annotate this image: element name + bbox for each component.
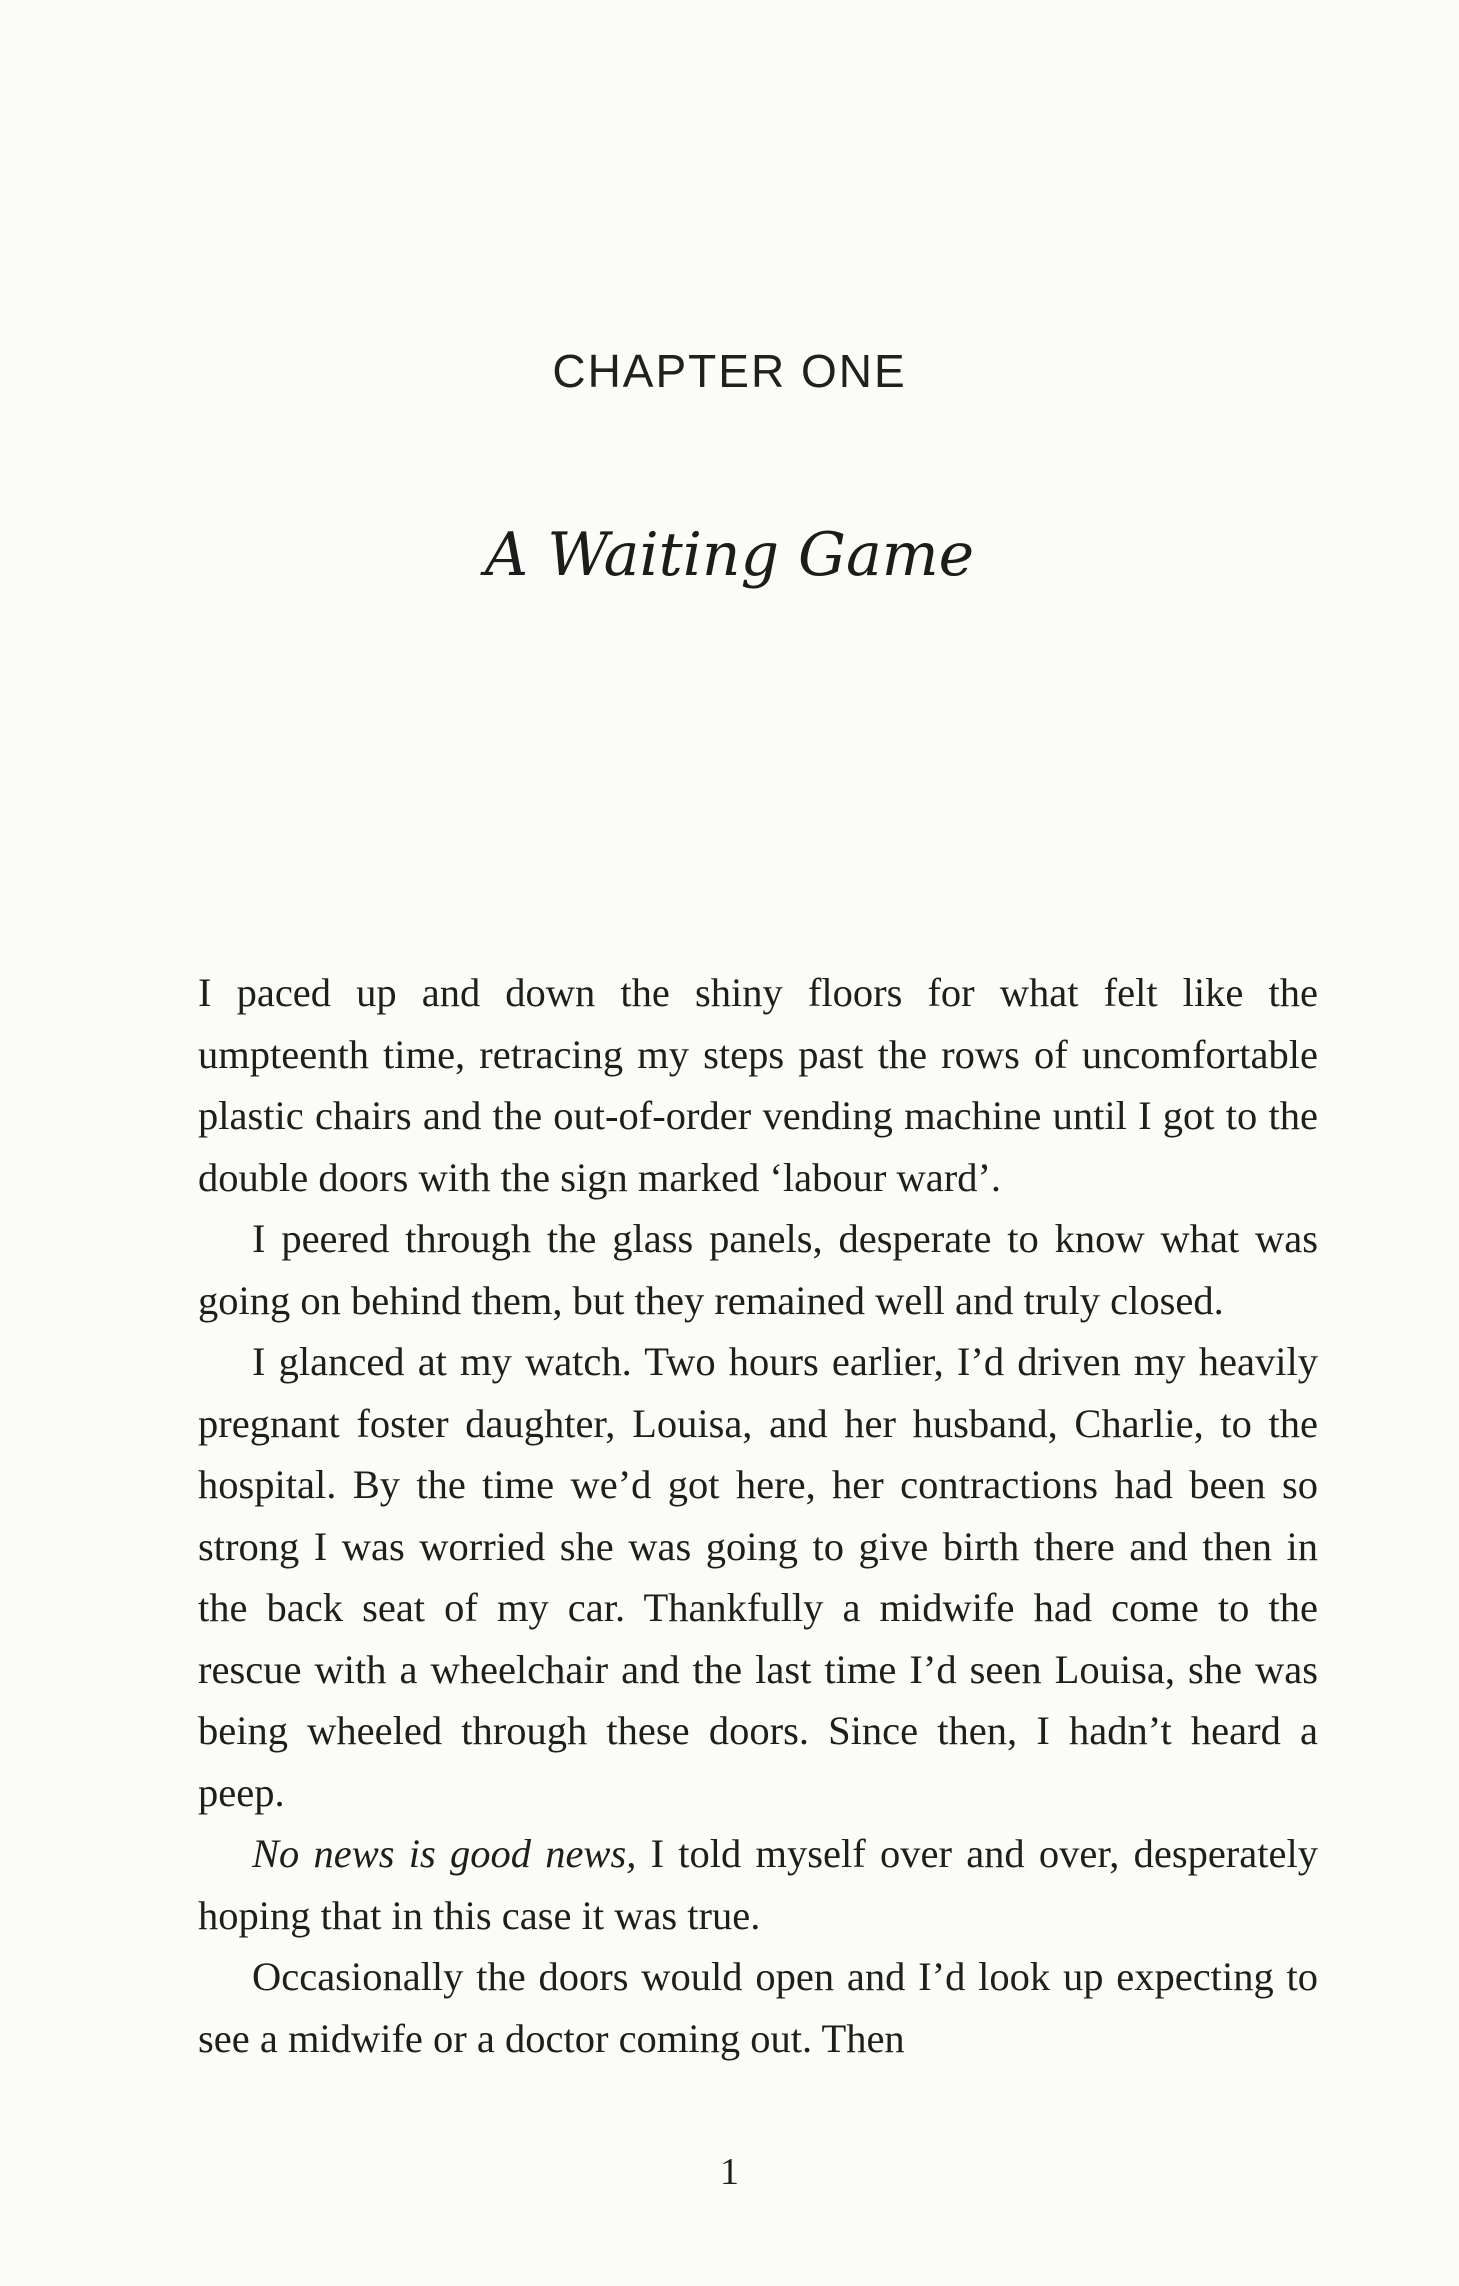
paragraph-2: I peered through the glass panels, desperate to know what was going on behind them, but they remained well and truly closed.: [198, 1216, 1318, 1323]
chapter-title: A Waiting Game: [484, 520, 975, 590]
paragraph-4-text: I told myself over and over, desperately hoping that in this case it was true.: [198, 1831, 1319, 1938]
chapter-body: [198, 962, 1318, 2069]
paragraph-5: Occasionally the doors would open and I’d look up expecting to see a midwife or a doctor coming out. Then: [198, 1954, 1318, 2061]
paragraph-4: [198, 1823, 1318, 1946]
paragraph-3: I glanced at my watch. Two hours earlier, I’d driven my heavily pregnant foster daughter, Louisa, and her husband, Charlie, to the hospital. By the time we’d got here, her contractions had been so strong I was worried she was going to give birth there and then in the back seat of my car. Thankfully a midwife had come to the rescue with a wheelchair and the last time I’d seen Louisa, she was being wheeled through these doors. Since then, I hadn’t heard a peep.: [198, 1339, 1318, 1815]
italic-phrase: No news is good news,: [252, 1831, 637, 1876]
page-number: 1: [720, 2151, 739, 2193]
chapter-label: CHAPTER ONE: [552, 345, 907, 397]
paragraph-1: I paced up and down the shiny floors for what felt like the umpteenth time, retracing my steps past the rows of uncomfortable plastic chairs and the out-of-order vending machine until I got to the double doors with the sign marked ‘labour ward’.: [198, 970, 1318, 1200]
